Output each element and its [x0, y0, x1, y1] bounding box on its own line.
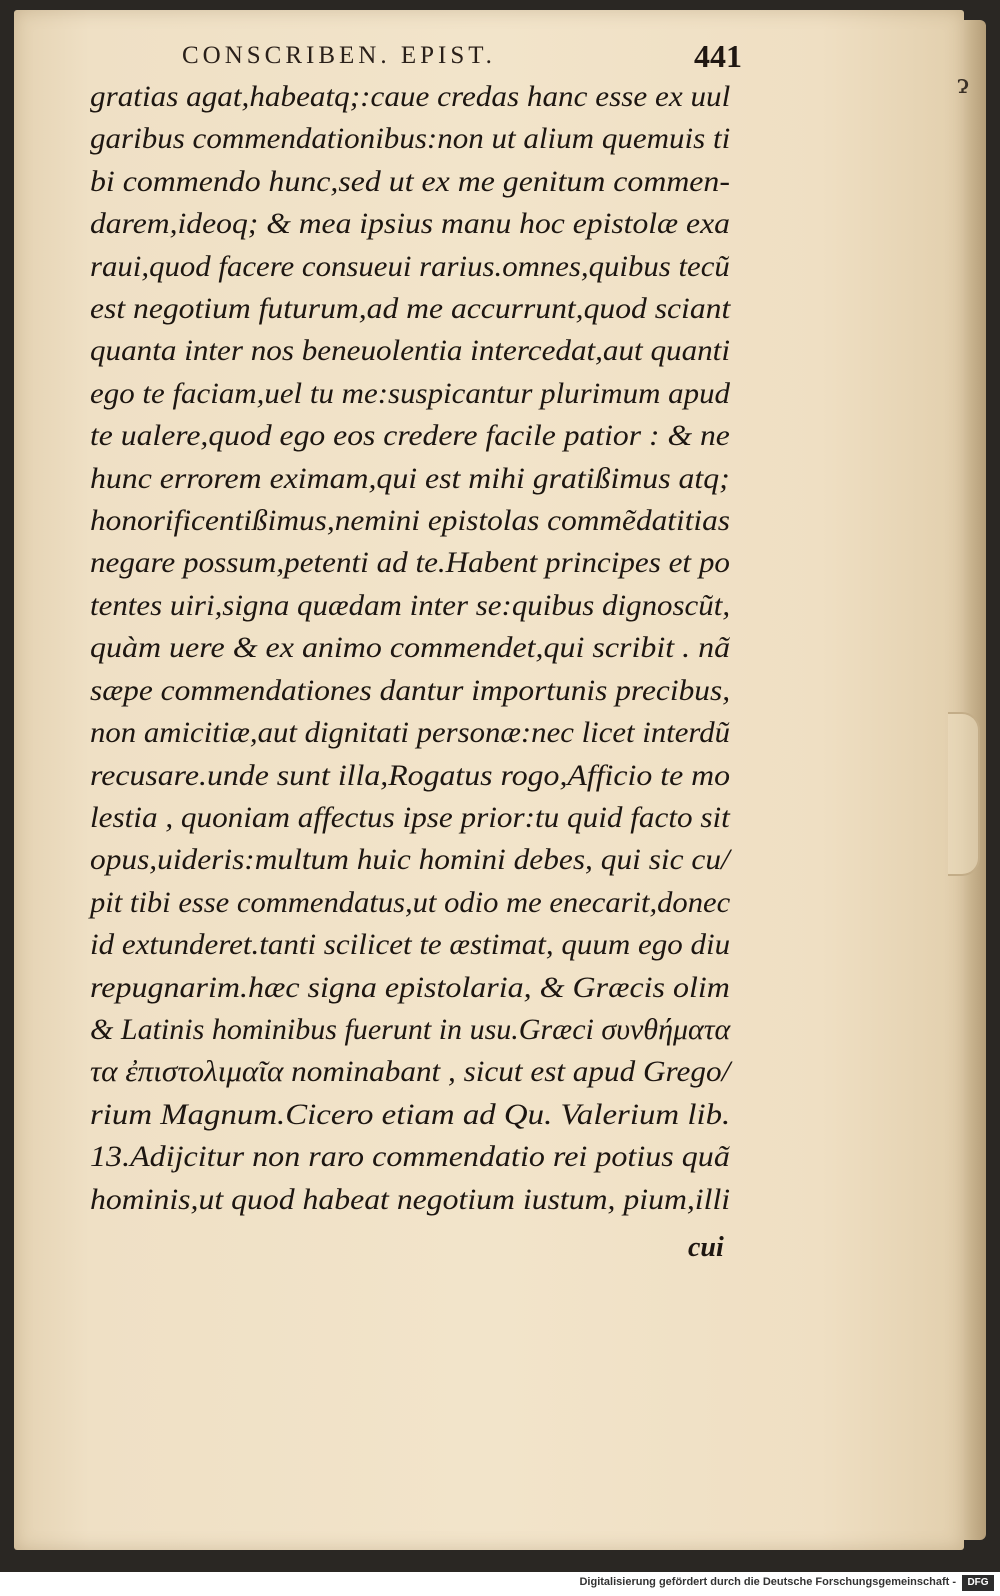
text-line: te ualere,quod ego eos credere facile patior : & ne	[90, 419, 730, 453]
text-line: hunc errorem eximam,qui est mihi gratißimus atq;	[90, 461, 730, 495]
text-line: rium Magnum.Cicero etiam ad Qu. Valerium lib.	[90, 1097, 731, 1131]
margin-mark: ɂ	[957, 70, 970, 100]
text-line: sæpe commendationes dantur importunis precibus,	[90, 673, 731, 707]
text-line: honorificentißimus,nemini epistolas commẽdatitias	[90, 504, 731, 538]
folio-number: 441	[694, 38, 742, 74]
text-line: non amicitiæ,aut dignitati personæ:nec licet interdũ	[90, 716, 731, 750]
text-line: gratias agat,habeatq;:caue credas hanc esse ex uul	[90, 80, 731, 113]
running-title: CONSCRIBEN. EPIST.	[182, 42, 496, 69]
body-text	[90, 76, 740, 1221]
text-line: lestia , quoniam affectus ipse prior:tu quid facto sit	[90, 800, 730, 834]
running-head	[182, 38, 742, 78]
page-tab-marker	[948, 712, 980, 876]
text-line: id extunderet.tanti scilicet te æstimat, quum ego diu	[90, 928, 731, 962]
text-line: recusare.unde sunt illa,Rogatus rogo,Afficio te mo	[90, 758, 731, 792]
catchword: cui	[688, 1232, 724, 1263]
text-line: negare possum,petenti ad te.Habent principes et po	[90, 546, 730, 580]
text-line: & Latinis hominibus fuerunt in usu.Græci συνθήματα	[90, 1012, 731, 1046]
text-line: tentes uiri,signa quædam inter se:quibus dignoscũt,	[90, 588, 731, 622]
text-line: quàm uere & ex animo commendet,qui scribit . nã	[90, 631, 731, 665]
dfg-logo: DFG	[962, 1575, 994, 1591]
text-line: ego te faciam,uel tu me:suspicantur plurimum apud	[90, 376, 731, 410]
text-line: hominis,ut quod habeat negotium iustum, pium,illi	[90, 1182, 731, 1216]
text-line: quanta inter nos beneuolentia intercedat,aut quanti	[90, 334, 730, 368]
text-line: repugnarim.hæc signa epistolaria, & Græcis olim	[90, 970, 730, 1004]
text-line: 13.Adijcitur non raro commendatio rei potius quã	[90, 1140, 730, 1174]
text-line: raui,quod facere consueui rarius.omnes,quibus tecũ	[90, 249, 730, 283]
text-line: bi commendo hunc,sed ut ex me genitum commen-	[90, 164, 730, 198]
footer-bar	[0, 1572, 1000, 1596]
text-line: est negotium futurum,ad me accurrunt,quod sciant	[90, 292, 731, 326]
text-line: darem,ideoq; & mea ipsius manu hoc epistolæ exa	[90, 207, 730, 241]
text-line: τα ἐπιστολιμαῖα nominabant , sicut est apud Grego/	[90, 1055, 731, 1089]
funding-credit: Digitalisierung gefördert durch die Deutsche Forschungsgemeinschaft -	[579, 1576, 956, 1588]
text-line: pit tibi esse commendatus,ut odio me enecarit,donec	[90, 885, 731, 919]
text-line: opus,uideris:multum huic homini debes, qui sic cu/	[90, 843, 730, 877]
text-line: garibus commendationibus:non ut alium quemuis ti	[90, 122, 731, 156]
